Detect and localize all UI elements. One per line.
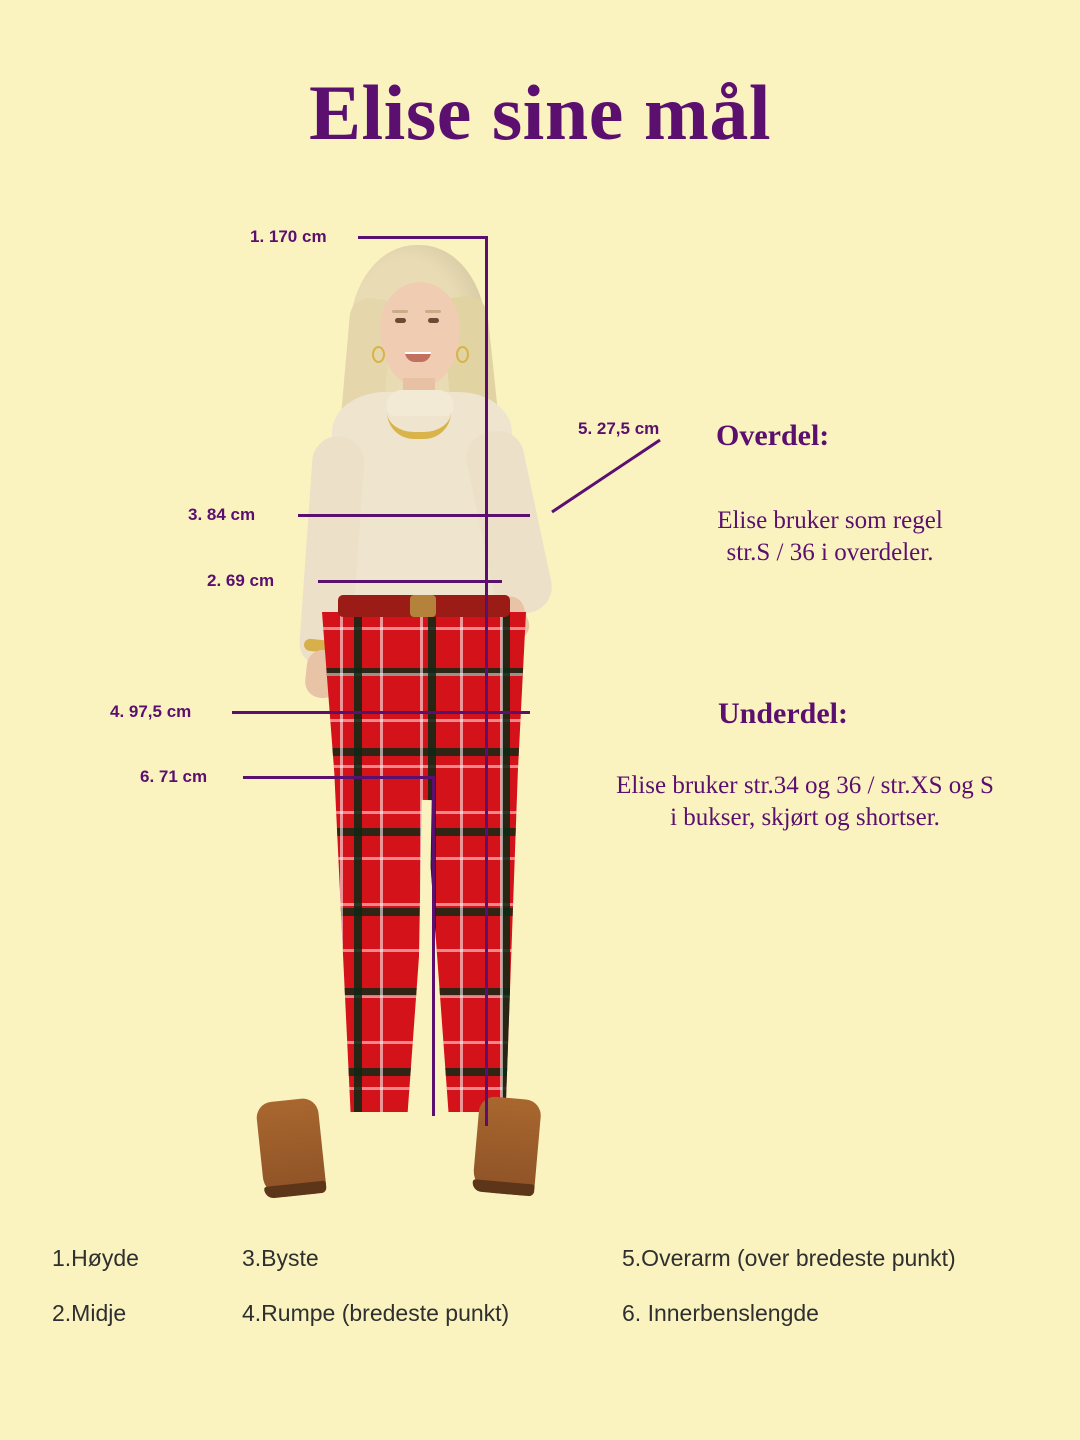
legend-item-rumpe: 4.Rumpe (bredeste punkt)	[242, 1300, 510, 1326]
boot-sole-left	[264, 1181, 327, 1199]
legend-item-innerbenslengde: 6. Innerbenslengde	[622, 1300, 819, 1326]
section-heading-underdel: Underdel:	[718, 697, 848, 730]
section-body-underdel-line2: i bukser, skjørt og shortser.	[670, 804, 940, 831]
legend	[52, 1245, 1042, 1355]
legend-item-overarm: 5.Overarm (over bredeste punkt)	[622, 1245, 956, 1271]
legend-item-hoyde: 1.Høyde	[52, 1245, 139, 1271]
page-title: Elise sine mål	[308, 69, 771, 156]
boot-left	[255, 1097, 327, 1199]
earring-right	[456, 346, 469, 363]
face	[380, 282, 460, 386]
measurement-label-inseam: 6. 71 cm	[140, 767, 208, 786]
eye-left	[395, 318, 406, 323]
belt-buckle	[410, 595, 436, 617]
section-body-overdel-line1: Elise bruker som regel	[717, 507, 943, 534]
inseam-line-horizontal	[243, 776, 435, 779]
eye-right	[428, 318, 439, 323]
legend-row	[52, 1245, 1042, 1272]
eyebrow-right	[425, 310, 441, 313]
legend-item-byste: 3.Byste	[242, 1245, 319, 1271]
legend-item-midje: 2.Midje	[52, 1300, 127, 1326]
section-body-overdel-line2: str.S / 36 i overdeler.	[726, 539, 934, 566]
legend-row	[52, 1300, 1042, 1327]
model-photo	[240, 240, 590, 1215]
measurement-label-upper-arm: 5. 27,5 cm	[578, 419, 660, 438]
model-figure	[240, 240, 590, 1215]
measurement-label-height: 1. 170 cm	[250, 227, 327, 246]
hips-line	[232, 711, 530, 714]
earring-left	[372, 346, 385, 363]
measurement-label-hips: 4. 97,5 cm	[110, 702, 192, 721]
section-heading-overdel: Overdel:	[716, 419, 830, 452]
eyebrow-left	[392, 310, 408, 313]
boot-right	[472, 1095, 542, 1196]
measurement-label-bust: 3. 84 cm	[188, 505, 256, 524]
bust-line	[298, 514, 530, 517]
height-line-horizontal	[358, 236, 488, 239]
inseam-line-vertical	[432, 776, 435, 1116]
section-body-overdel	[620, 505, 1040, 569]
height-line-vertical	[485, 236, 488, 1126]
waist-line	[318, 580, 502, 583]
measurement-label-waist: 2. 69 cm	[207, 571, 275, 590]
section-body-underdel	[545, 770, 1065, 834]
boot-sole-right	[472, 1179, 535, 1196]
section-body-underdel-line1: Elise bruker str.34 og 36 / str.XS og S	[616, 772, 994, 799]
